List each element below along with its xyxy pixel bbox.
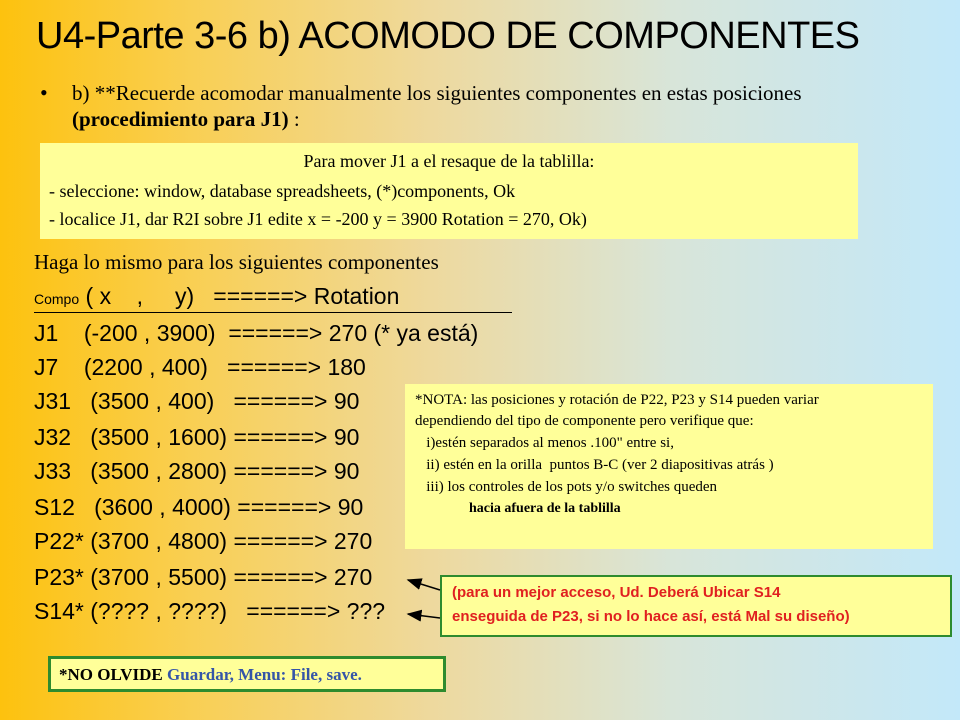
arrow-to-s14 bbox=[408, 614, 440, 618]
table-row: J31 (3500 , 400) ======> 90 bbox=[34, 388, 360, 414]
note-line: *NOTA: las posiciones y rotación de P22, P23 y S14 pueden variar bbox=[415, 392, 819, 408]
table-row: J33 (3500 , 2800) ======> 90 bbox=[34, 458, 360, 484]
table-row: J32 (3500 , 1600) ======> 90 bbox=[34, 424, 360, 450]
access-note-line: (para un mejor acceso, Ud. Deberá Ubicar S14 bbox=[452, 584, 781, 601]
save-reminder-box bbox=[48, 656, 446, 692]
save-reminder-prefix: *NO OLVIDE bbox=[59, 665, 163, 684]
procedure-step-2: - localice J1, dar R2I sobre J1 edite x = -200 y = 3900 Rotation = 270, Ok) bbox=[49, 209, 587, 229]
note-line: dependiendo del tipo de componente pero verifique que: bbox=[415, 413, 754, 429]
procedure-step-1: - seleccione: window, database spreadsheets, (*)components, Ok bbox=[49, 181, 516, 201]
note-line-bold: hacia afuera de la tablilla bbox=[469, 501, 621, 516]
arrow-to-p23 bbox=[408, 580, 440, 590]
table-header-columns: ( x , y) ======> Rotation bbox=[79, 283, 400, 309]
table-row: P22* (3700 , 4800) ======> 270 bbox=[34, 528, 373, 554]
table-row: J7 (2200 , 400) ======> 180 bbox=[34, 354, 366, 380]
note-line: i)estén separados al menos .100" entre si, bbox=[415, 435, 674, 451]
subtitle: Haga lo mismo para los siguientes componentes bbox=[34, 250, 439, 274]
table-row: S14* (???? , ????) ======> ??? bbox=[34, 598, 386, 624]
save-reminder-text: Guardar, Menu: File, save. bbox=[162, 665, 362, 684]
table-row: P23* (3700 , 5500) ======> 270 bbox=[34, 564, 373, 590]
access-note-line: enseguida de P23, si no lo hace así, está Mal su diseño) bbox=[452, 608, 850, 625]
procedure-heading: Para mover J1 a el resaque de la tablilla: bbox=[303, 151, 595, 171]
table-header-compo: Compo bbox=[34, 291, 80, 307]
bullet-text-end: : bbox=[288, 107, 300, 131]
slide-title: U4-Parte 3-6 b) ACOMODO DE COMPONENTES bbox=[36, 15, 860, 57]
bullet-text-bold: (procedimiento para J1) bbox=[72, 107, 289, 131]
table-row: S12 (3600 , 4000) ======> 90 bbox=[34, 494, 364, 520]
bullet-text-normal: b) **Recuerde acomodar manualmente los siguientes componentes en estas posiciones bbox=[72, 81, 802, 105]
note-line: ii) estén en la orilla puntos B-C (ver 2 diapositivas atrás ) bbox=[415, 457, 774, 473]
table-row: J1 (-200 , 3900) ======> 270 (* ya está) bbox=[34, 320, 479, 346]
bullet-marker: • bbox=[40, 80, 48, 105]
note-line: iii) los controles de los pots y/o switches queden bbox=[415, 479, 718, 495]
